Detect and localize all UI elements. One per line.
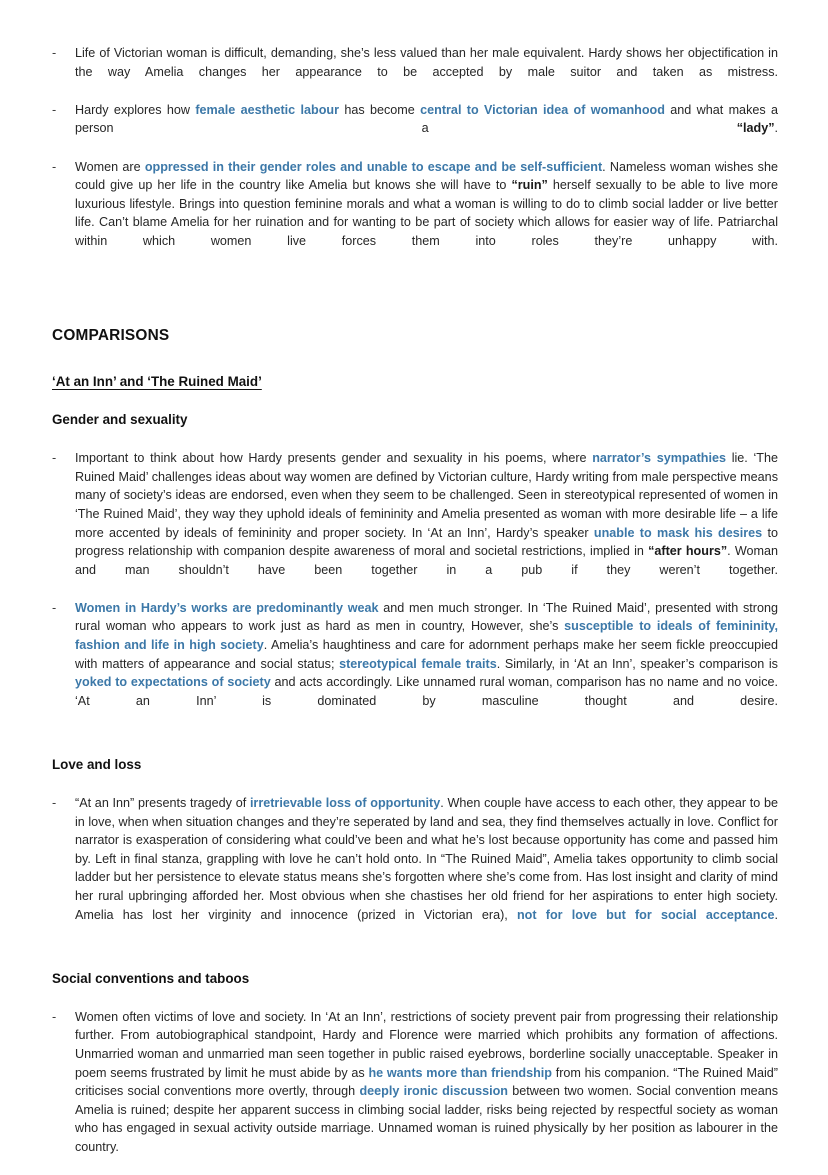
list-item <box>52 44 778 100</box>
list-item <box>52 794 778 943</box>
topic-heading: Love and loss <box>52 757 142 773</box>
highlighted-phrase: yoked to expectations of society <box>75 675 271 690</box>
bullet-dash-icon: - <box>52 451 57 466</box>
highlighted-phrase: irretrievable loss of opportunity <box>249 796 441 811</box>
bullet-dash-icon: - <box>52 159 57 174</box>
bullet-text: Life of Victorian woman is difficult, demanding, she’s less valued than her male equivalent. Hardy shows her objectification in the way Amelia changes her appearance to be accepted by male suitor and taken as mistress. <box>75 46 778 79</box>
highlighted-phrase: deeply ironic discussion <box>359 1084 508 1099</box>
bullet-text: Important to think about how Hardy presents gender and sexuality in his poems, where narrator’s sympathies lie. ‘The Ruined Maid’ challenges ideas about way women are defined by Victorian culture, Hardy writing from male perspective means many of society’s ideas are endorsed, even when they seem to be challenged. Seen in stereotypical represented of women in ‘The Ruined Maid’, they way they uphold ideals of femininity and Amelia presented as woman with more desirable life – a life more accented by ideals of femininity and proper society. In ‘At an Inn’, Hardy’s speaker unable to mask his desires to progress relationship with companion despite awareness of moral and societal restrictions, implied in “after hours”. Woman and man shouldn’t have been together in a pub if they weren’t together. <box>75 451 778 577</box>
bullet-list <box>52 449 778 729</box>
topic-heading: Gender and sexuality <box>52 412 188 428</box>
highlighted-phrase: female aesthetic labour <box>195 102 339 117</box>
highlighted-phrase: oppressed in their gender roles and unable to escape and be self-sufficient <box>144 159 603 174</box>
highlighted-phrase: Women in Hardy’s works are predominantly weak <box>75 600 379 615</box>
spacer <box>52 391 778 411</box>
document-content <box>52 44 778 1175</box>
bullet-text: Women are oppressed in their gender roles and unable to escape and be self-sufficient. Nameless woman wishes she could give up her life in the country like Amelia but knows she will have to “ruin” herself sexually to be able to live more luxurious lifestyle. Brings into question feminine morals and what a woman is willing to do to climb social ladder or live better life. Can’t blame Amelia for her ruination and for wanting to be part of society which allows for easier way of life. Patriarchal within which women live forces them into roles they’re unhappy with. <box>75 159 778 248</box>
bullet-dash-icon: - <box>52 1009 57 1024</box>
bullet-text: Women in Hardy’s works are predominantly weak and men much stronger. In ‘The Ruined Maid’, presented with strong rural woman who appears to work just as hard as men in country, However, she’s susceptible to ideals of femininity, fashion and life in high society. Amelia’s haughtiness and care for adornment perhaps make her seem fickle preoccupied with matters of appearance and social status; stereotypical female traits. Similarly, in ‘At an Inn’, speaker’s comparison is yoked to expectations of society and acts accordingly. Like unnamed rural woman, comparison has no name and no voice. ‘At an Inn’ is dominated by masculine thought and desire. <box>75 600 779 708</box>
topic-sections <box>52 411 778 1175</box>
highlighted-phrase: not for love but for social acceptance <box>516 907 775 922</box>
spacer <box>52 943 778 970</box>
bold-phrase: “lady” <box>736 121 775 136</box>
bullet-text: Women often victims of love and society. In ‘At an Inn’, restrictions of society prevent pair from progressing their relationship further. From autobiographical standpoint, Hardy and Florence were married which prohibits any formation of affections. Unmarried woman and unmarried man seen together in public raised eyebrows, borderline socially unacceptable. Speaker in poem seems frustrated by limit he must abide by as he wants more than friendship from his companion. “The Ruined Maid” criticises social conventions more overtly, through deeply ironic discussion between two women. Social convention means Amelia is ruined; despite her apparent success in climbing social ladder, risks being rejected by respectful society as woman who has engaged in sexual activity outside marriage. Unnamed woman is ruined physically by her position as labourer in the country. <box>75 1009 778 1154</box>
page-title: COMPARISONS <box>52 327 170 345</box>
bullet-dash-icon: - <box>52 46 57 60</box>
list-item <box>52 101 778 157</box>
highlighted-phrase: unable to mask his desires <box>593 525 763 540</box>
subsection-title: ‘At an Inn’ and ‘The Ruined Maid’ <box>52 374 262 390</box>
intro-bullet-list <box>52 44 778 269</box>
list-item <box>52 158 778 270</box>
highlighted-phrase: stereotypical female traits <box>339 656 497 671</box>
topic-heading: Social conventions and taboos <box>52 970 250 986</box>
bullet-list <box>52 1008 778 1175</box>
spacer <box>52 774 778 794</box>
spacer <box>52 269 778 326</box>
bullet-text: “At an Inn” presents tragedy of irretrievable loss of opportunity. When couple have access to each other, they appear to be in love, when when situation changes and they’re seperated by land and sea, they find themselves actually in love. Conflict for narrator is exasperation of considering what could’ve been and what he’s lost because opportunity has come and passed him by. Left in final stanza, grappling with love he can’t hold onto. In “The Ruined Maid”, Amelia takes opportunity to climb social ladder but her persistence to elevate status means she’s forgotten where she’s come from. Has lost insight and clarity of mind her rural upbringing afforded her. Most obvious when she chastises her old friend for her aspirations to enter high society. Amelia has lost her virginity and innocence (prized in Victorian era), not for love but for social acceptance. <box>75 796 779 922</box>
bullet-dash-icon: - <box>52 102 57 117</box>
bold-phrase: “after hours” <box>648 544 728 559</box>
highlighted-phrase: susceptible to ideals of femininity, fashion and life in high society <box>75 619 778 653</box>
list-item <box>52 1008 778 1175</box>
bold-phrase: “ruin” <box>511 178 548 193</box>
highlighted-phrase: central to Victorian idea of womanhood <box>420 102 665 117</box>
list-item <box>52 449 778 598</box>
highlighted-phrase: he wants more than friendship <box>368 1065 552 1080</box>
highlighted-phrase: narrator’s sympathies <box>592 451 726 466</box>
spacer <box>52 988 778 1008</box>
bullet-list <box>52 794 778 943</box>
bullet-dash-icon: - <box>52 600 57 615</box>
spacer <box>52 429 778 449</box>
bullet-dash-icon: - <box>52 796 57 811</box>
spacer <box>52 729 778 756</box>
bullet-text: Hardy explores how female aesthetic labour has become central to Victorian idea of womanhood and what makes a person a “lady”. <box>75 102 779 136</box>
spacer <box>52 346 778 373</box>
list-item <box>52 599 778 729</box>
